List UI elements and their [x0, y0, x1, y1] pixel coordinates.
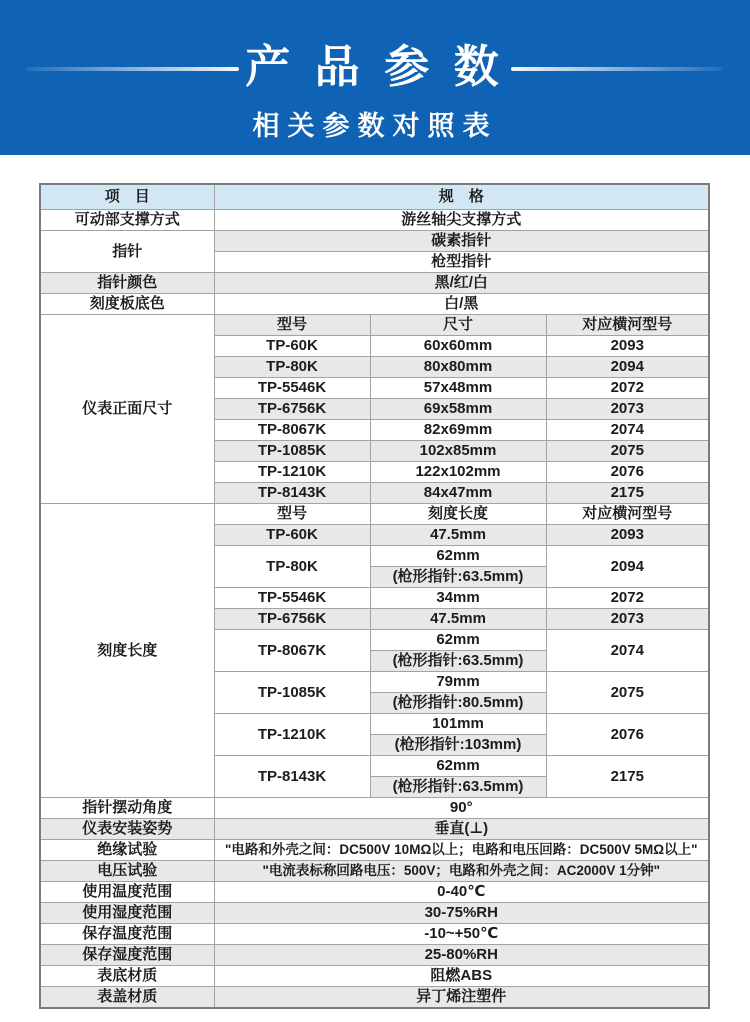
item-label-cell: 表盖材质 — [40, 987, 214, 1009]
spec-table — [39, 183, 710, 1009]
item-label-cell: 刻度板底色 — [40, 294, 214, 315]
table-header-row — [40, 184, 709, 210]
length-cell: 79mm — [370, 672, 546, 693]
subheader-size: 尺寸 — [370, 315, 546, 336]
length-cell: 62mm — [370, 756, 546, 777]
model-cell: TP-60K — [214, 336, 370, 357]
model-cell: TP-1210K — [214, 714, 370, 756]
item-label-cell: 保存温度范围 — [40, 924, 214, 945]
yokogawa-cell: 2093 — [546, 525, 709, 546]
item-label-cell: 使用温度范围 — [40, 882, 214, 903]
model-cell: TP-5546K — [214, 588, 370, 609]
subheader-model: 型号 — [214, 504, 370, 525]
item-label-cell: 电压试验 — [40, 861, 214, 882]
item-label-cell: 指针 — [40, 231, 214, 273]
yokogawa-cell: 2075 — [546, 441, 709, 462]
spec-value-cell: 30-75%RH — [214, 903, 709, 924]
yokogawa-cell: 2175 — [546, 483, 709, 504]
model-cell: TP-80K — [214, 546, 370, 588]
yokogawa-cell: 2073 — [546, 609, 709, 630]
table-row — [40, 882, 709, 903]
item-label-cell: 表底材质 — [40, 966, 214, 987]
table-row — [40, 924, 709, 945]
subheader-model: 型号 — [214, 315, 370, 336]
table-subheader-row — [40, 504, 709, 525]
yokogawa-cell: 2076 — [546, 714, 709, 756]
model-cell: TP-8067K — [214, 630, 370, 672]
item-label-cell: 仪表正面尺寸 — [40, 315, 214, 504]
yokogawa-cell: 2076 — [546, 462, 709, 483]
page-subtitle: 相关参数对照表 — [252, 111, 498, 141]
table-row — [40, 861, 709, 882]
table-row — [40, 966, 709, 987]
spec-value-cell: 碳素指针 — [214, 231, 709, 252]
spec-value-cell: 0-40℃ — [214, 882, 709, 903]
spec-value-cell: 黑/红/白 — [214, 273, 709, 294]
length-alt-cell: (枪形指针:63.5mm) — [370, 567, 546, 588]
item-label-cell: 使用湿度范围 — [40, 903, 214, 924]
model-cell: TP-1085K — [214, 672, 370, 714]
spec-value-cell: 异丁烯注塑件 — [214, 987, 709, 1009]
model-cell: TP-8143K — [214, 483, 370, 504]
size-cell: 69x58mm — [370, 399, 546, 420]
subheader-length: 刻度长度 — [370, 504, 546, 525]
yokogawa-cell: 2073 — [546, 399, 709, 420]
column-header-spec: 规 格 — [214, 184, 709, 210]
header-banner — [0, 0, 750, 155]
spec-value-cell: 游丝轴尖支撑方式 — [214, 210, 709, 231]
table-row — [40, 987, 709, 1009]
spec-value-cell: 90° — [214, 798, 709, 819]
spec-value-cell: "电路和外壳之间：DC500V 10MΩ以上；电路和电压回路：DC500V 5MΩ以上" — [214, 840, 709, 861]
table-row — [40, 210, 709, 231]
length-cell: 62mm — [370, 630, 546, 651]
length-cell: 47.5mm — [370, 609, 546, 630]
length-cell: 47.5mm — [370, 525, 546, 546]
yokogawa-cell: 2094 — [546, 546, 709, 588]
table-row — [40, 819, 709, 840]
spec-value-cell: 阻燃ABS — [214, 966, 709, 987]
yokogawa-cell: 2093 — [546, 336, 709, 357]
model-cell: TP-80K — [214, 357, 370, 378]
table-row — [40, 840, 709, 861]
length-alt-cell: (枪形指针:63.5mm) — [370, 777, 546, 798]
spec-value-cell: 枪型指针 — [214, 252, 709, 273]
subheader-yokogawa: 对应横河型号 — [546, 315, 709, 336]
table-row — [40, 231, 709, 252]
size-cell: 122x102mm — [370, 462, 546, 483]
item-label-cell: 可动部支撑方式 — [40, 210, 214, 231]
size-cell: 57x48mm — [370, 378, 546, 399]
subheader-yokogawa: 对应横河型号 — [546, 504, 709, 525]
yokogawa-cell: 2075 — [546, 672, 709, 714]
size-cell: 80x80mm — [370, 357, 546, 378]
size-cell: 60x60mm — [370, 336, 546, 357]
size-cell: 102x85mm — [370, 441, 546, 462]
item-label-cell: 保存湿度范围 — [40, 945, 214, 966]
spec-value-cell: 垂直(⊥) — [214, 819, 709, 840]
length-cell: 101mm — [370, 714, 546, 735]
spec-value-cell: 25-80%RH — [214, 945, 709, 966]
length-alt-cell: (枪形指针:80.5mm) — [370, 693, 546, 714]
spec-value-cell: -10~+50℃ — [214, 924, 709, 945]
yokogawa-cell: 2074 — [546, 420, 709, 441]
table-row — [40, 903, 709, 924]
column-header-item: 项 目 — [40, 184, 214, 210]
item-label-cell: 指针摆动角度 — [40, 798, 214, 819]
spec-value-cell: 白/黑 — [214, 294, 709, 315]
model-cell: TP-5546K — [214, 378, 370, 399]
spec-value-cell: "电流表标称回路电压：500V；电路和外壳之间：AC2000V 1分钟" — [214, 861, 709, 882]
table-subheader-row — [40, 315, 709, 336]
item-label-cell: 指针颜色 — [40, 273, 214, 294]
table-row — [40, 294, 709, 315]
model-cell: TP-60K — [214, 525, 370, 546]
model-cell: TP-1085K — [214, 441, 370, 462]
yokogawa-cell: 2094 — [546, 357, 709, 378]
model-cell: TP-6756K — [214, 399, 370, 420]
model-cell: TP-8067K — [214, 420, 370, 441]
length-cell: 62mm — [370, 546, 546, 567]
size-cell: 82x69mm — [370, 420, 546, 441]
page-title: 产 品 参 数 — [245, 41, 505, 92]
length-alt-cell: (枪形指针:63.5mm) — [370, 651, 546, 672]
size-cell: 84x47mm — [370, 483, 546, 504]
table-row — [40, 798, 709, 819]
model-cell: TP-8143K — [214, 756, 370, 798]
item-label-cell: 仪表安装姿势 — [40, 819, 214, 840]
model-cell: TP-1210K — [214, 462, 370, 483]
item-label-cell: 刻度长度 — [40, 504, 214, 798]
table-row — [40, 945, 709, 966]
table-row — [40, 273, 709, 294]
yokogawa-cell: 2074 — [546, 630, 709, 672]
yokogawa-cell: 2175 — [546, 756, 709, 798]
yokogawa-cell: 2072 — [546, 588, 709, 609]
length-cell: 34mm — [370, 588, 546, 609]
length-alt-cell: (枪形指针:103mm) — [370, 735, 546, 756]
item-label-cell: 绝缘试验 — [40, 840, 214, 861]
model-cell: TP-6756K — [214, 609, 370, 630]
yokogawa-cell: 2072 — [546, 378, 709, 399]
